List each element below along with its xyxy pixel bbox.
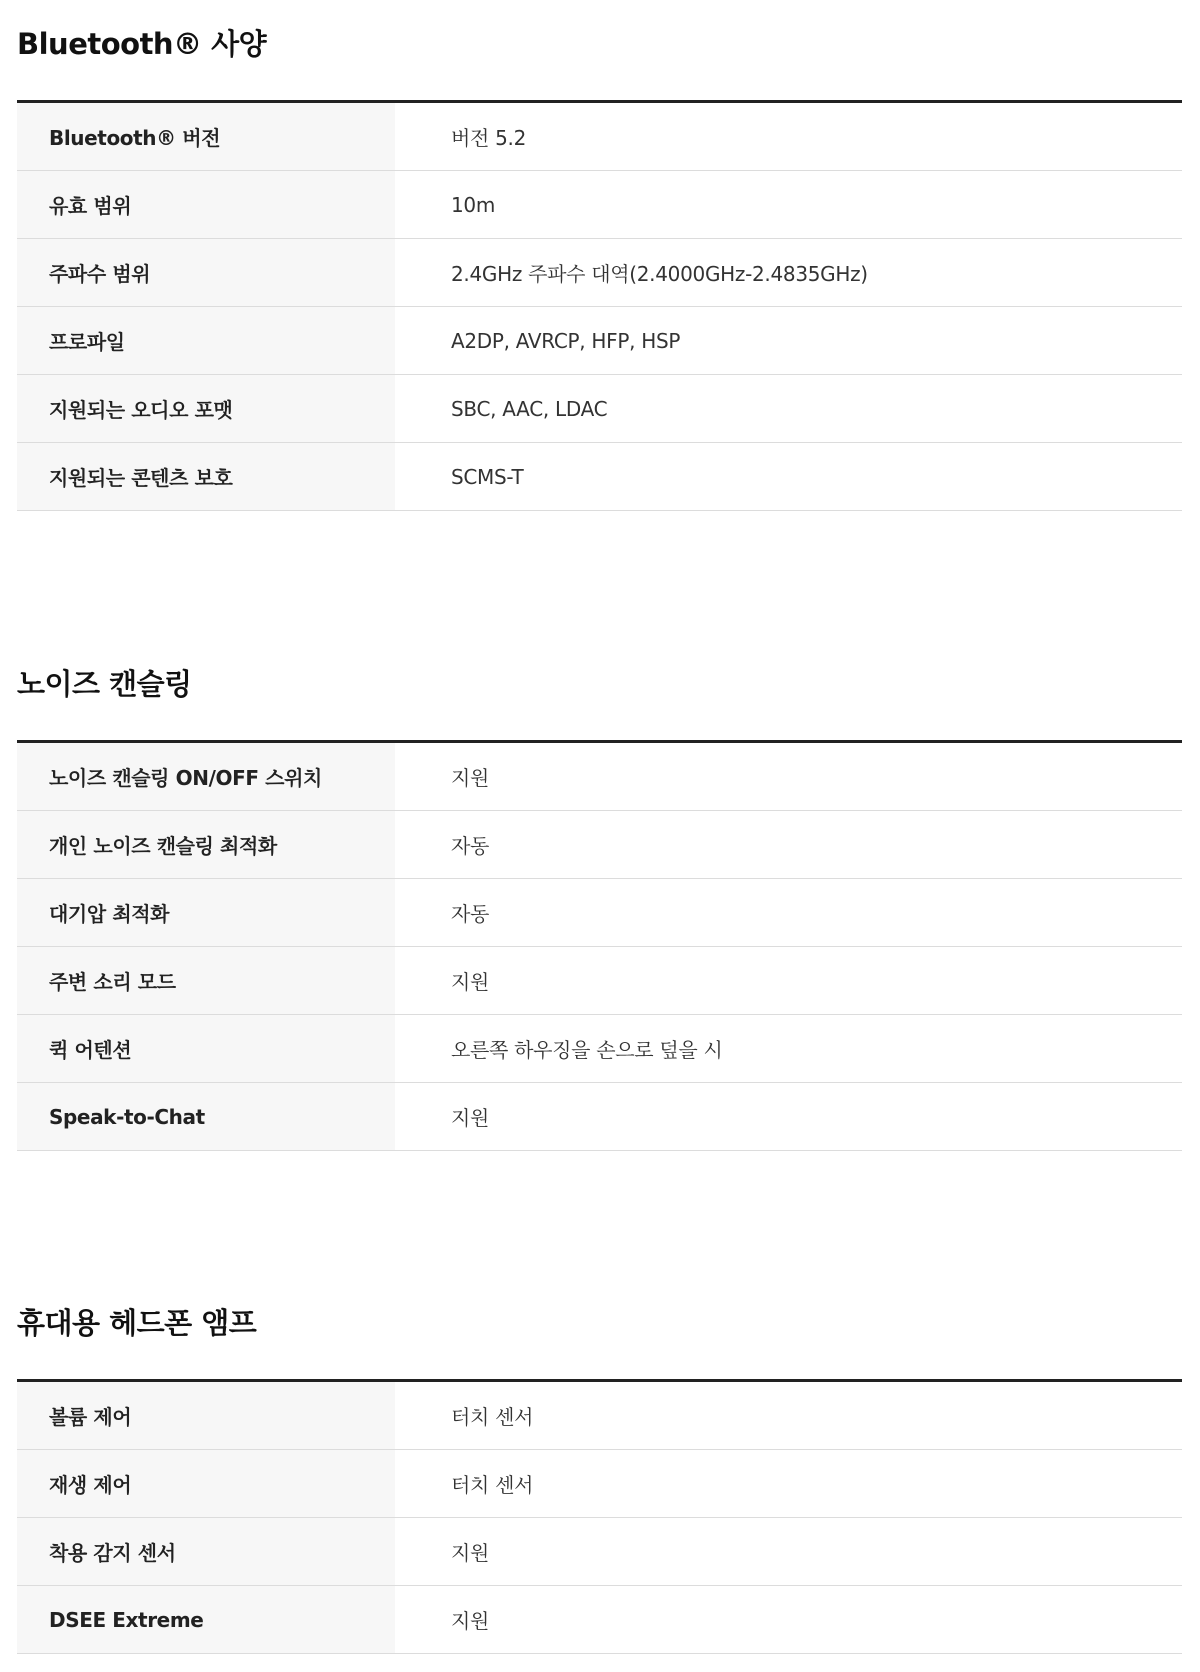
row-value: 지원 bbox=[451, 970, 490, 994]
row-label: 퀵 어텐션 bbox=[17, 1015, 395, 1082]
row-value: SBC, AAC, LDAC bbox=[451, 396, 608, 421]
row-label: 프로파일 bbox=[17, 307, 395, 374]
table-row bbox=[17, 375, 1182, 443]
row-label: Bluetooth® 버전 bbox=[17, 103, 395, 170]
table-row bbox=[17, 947, 1182, 1015]
table-row bbox=[17, 307, 1182, 375]
table-row bbox=[17, 171, 1182, 239]
table-row bbox=[17, 239, 1182, 307]
row-value: 터치 센서 bbox=[451, 1473, 534, 1497]
table-row bbox=[17, 879, 1182, 947]
row-value: A2DP, AVRCP, HFP, HSP bbox=[451, 328, 681, 353]
row-value: 지원 bbox=[451, 1541, 490, 1565]
section-title: 휴대용 헤드폰 앰프 bbox=[17, 1306, 257, 1340]
row-label: 유효 범위 bbox=[17, 171, 395, 238]
spec-table bbox=[17, 1379, 1182, 1654]
row-label: DSEE Extreme bbox=[17, 1586, 395, 1653]
table-row bbox=[17, 443, 1182, 511]
table-row bbox=[17, 1586, 1182, 1654]
row-value: 10m bbox=[451, 192, 496, 217]
row-label: 노이즈 캔슬링 ON/OFF 스위치 bbox=[17, 743, 395, 810]
row-label: 개인 노이즈 캔슬링 최적화 bbox=[17, 811, 395, 878]
table-row bbox=[17, 811, 1182, 879]
row-value: 오른쪽 하우징을 손으로 덮을 시 bbox=[451, 1038, 723, 1062]
row-label: 지원되는 콘텐츠 보호 bbox=[17, 443, 395, 510]
table-row bbox=[17, 1015, 1182, 1083]
row-value: 지원 bbox=[451, 766, 490, 790]
table-row bbox=[17, 1450, 1182, 1518]
row-label: 착용 감지 센서 bbox=[17, 1518, 395, 1585]
table-row bbox=[17, 1382, 1182, 1450]
spec-table bbox=[17, 740, 1182, 1151]
row-value: 자동 bbox=[451, 902, 490, 926]
row-value: SCMS-T bbox=[451, 464, 524, 489]
table-row bbox=[17, 1083, 1182, 1151]
row-label: Speak-to-Chat bbox=[17, 1083, 395, 1150]
table-row bbox=[17, 1518, 1182, 1586]
row-value: 2.4GHz 주파수 대역(2.4000GHz-2.4835GHz) bbox=[451, 262, 868, 286]
row-value: 지원 bbox=[451, 1609, 490, 1633]
row-value: 지원 bbox=[451, 1106, 490, 1130]
row-label: 재생 제어 bbox=[17, 1450, 395, 1517]
row-label: 볼륨 제어 bbox=[17, 1382, 395, 1449]
row-value: 터치 센서 bbox=[451, 1405, 534, 1429]
spec-table bbox=[17, 100, 1182, 511]
row-label: 주변 소리 모드 bbox=[17, 947, 395, 1014]
table-row bbox=[17, 743, 1182, 811]
section-title: 노이즈 캔슬링 bbox=[17, 667, 192, 701]
row-label: 지원되는 오디오 포맷 bbox=[17, 375, 395, 442]
row-label: 대기압 최적화 bbox=[17, 879, 395, 946]
table-row bbox=[17, 103, 1182, 171]
row-value: 버전 5.2 bbox=[451, 126, 527, 150]
row-label: 주파수 범위 bbox=[17, 239, 395, 306]
section-bluetooth-spec bbox=[17, 0, 1182, 511]
section-title: Bluetooth® 사양 bbox=[17, 27, 267, 61]
section-headphone-amp bbox=[17, 1279, 1182, 1654]
section-noise-cancelling bbox=[17, 640, 1182, 1151]
row-value: 자동 bbox=[451, 834, 490, 858]
